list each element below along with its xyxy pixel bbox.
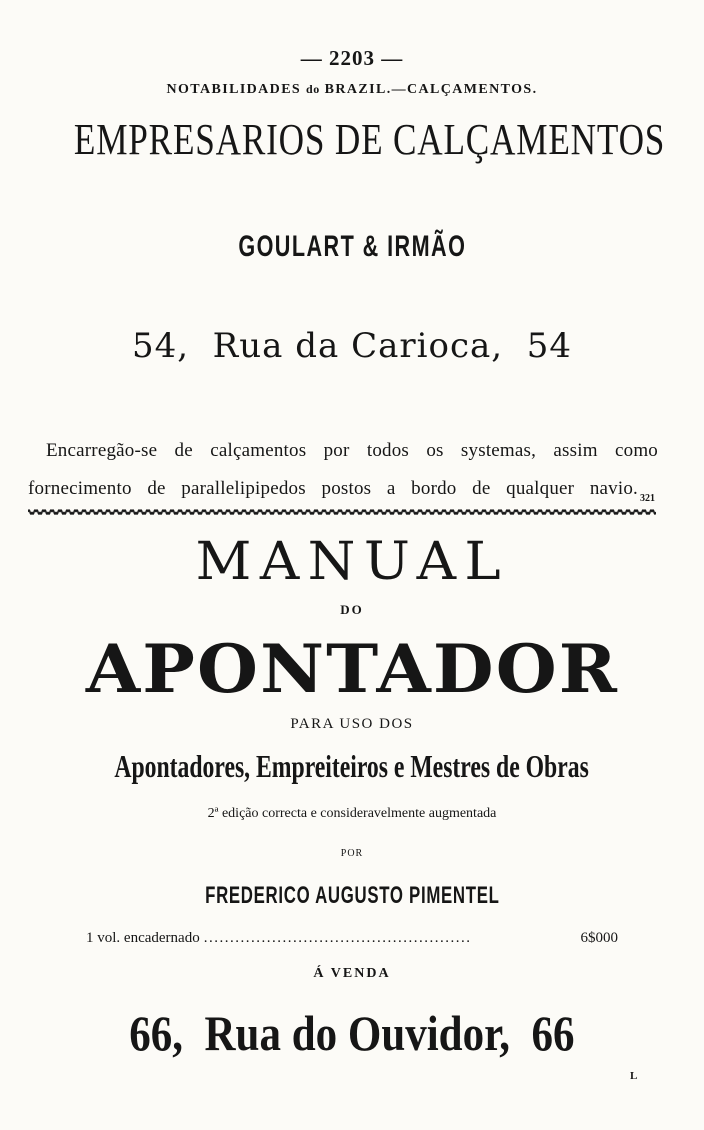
running-head-part-1: NOTABILIDADES (166, 82, 302, 97)
sale-label: Á VENDA (313, 966, 391, 981)
price-leader-dots: ................................................... (203, 930, 472, 946)
company-address: 54, Rua da Carioca, 54 (132, 326, 572, 366)
description-line-2: fornecimento de parallelipipedos postos a bordo de qualquer navio. (28, 478, 638, 499)
signature-mark: L (630, 1070, 638, 1082)
book-edition: 2ª edição correcta e consideravelmente augmentada (207, 806, 497, 821)
running-head-part-2: do (306, 82, 320, 96)
price-row (86, 930, 618, 952)
sale-address (0, 1004, 704, 1062)
book-audience (0, 748, 704, 785)
running-head (0, 82, 704, 98)
company-name (0, 230, 704, 264)
book-title-text: MANUAL (195, 532, 509, 592)
book-purpose: PARA USO DOS (290, 716, 414, 732)
price-value: 6$000 (580, 930, 618, 946)
page-number: — 2203 — (300, 46, 404, 70)
title-connector: DO (340, 602, 364, 617)
book-audience-text: Apontadores, Empreiteiros e Mestres de Obras (114, 748, 590, 784)
book-main-title-text: APONTADOR (85, 630, 619, 708)
author-name (0, 882, 704, 910)
section-heading (0, 114, 704, 165)
price-label: 1 vol. encadernado (86, 930, 200, 946)
book-title (0, 532, 704, 592)
author-by: POR (340, 848, 364, 859)
section-heading-text: EMPRESARIOS DE CALÇAMENTOS (73, 115, 666, 164)
ornamental-separator (28, 508, 656, 516)
sale-address-text: 66, Rua do Ouvidor, 66 (129, 1005, 575, 1061)
running-head-part-3: BRAZIL.—CALÇAMENTOS. (324, 82, 538, 97)
description-line-1: Encarregão-se de calçamentos por todos os systemas, assim como (46, 440, 658, 461)
company-name-text: GOULART & IRMÃO (238, 230, 466, 263)
author-name-text: FREDERICO AUGUSTO PIMENTEL (204, 882, 500, 909)
book-main-title (0, 630, 704, 708)
ad-code: 321 (640, 493, 655, 504)
